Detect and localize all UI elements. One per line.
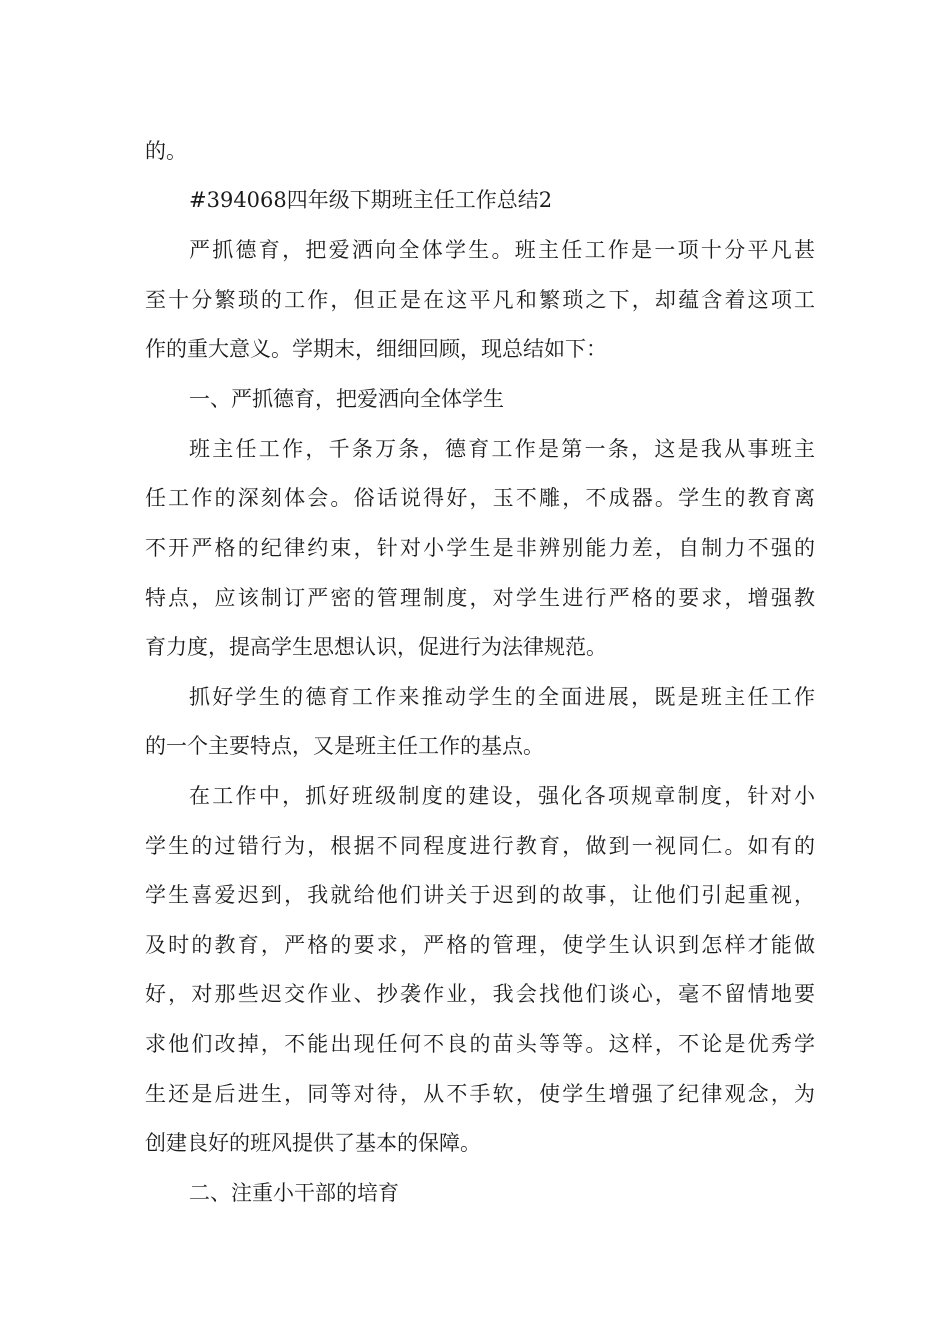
text-line: 的。 (145, 139, 187, 163)
section-heading: 二、注重小干部的培育 (189, 1181, 399, 1205)
section-heading: 一、严抓德育，把爱洒向全体学生 (189, 387, 504, 411)
text-line: 及时的教育，严格的要求，严格的管理，使学生认识到怎样才能做 (145, 933, 815, 957)
text-line: 在工作中，抓好班级制度的建设，强化各项规章制度，针对小 (189, 784, 815, 808)
text-line: 创建良好的班风提供了基本的保障。 (145, 1131, 481, 1155)
section-heading: #394068四年级下期班主任工作总结2 (189, 188, 553, 212)
text-line: 特点，应该制订严密的管理制度，对学生进行严格的要求，增强教 (145, 586, 815, 610)
text-line: 生还是后进生，同等对待，从不手软，使学生增强了纪律观念，为 (145, 1082, 815, 1106)
text-line: 至十分繁琐的工作，但正是在这平凡和繁琐之下，却蕴含着这项工 (145, 288, 815, 312)
text-line: 不开严格的纪律约束，针对小学生是非辨别能力差，自制力不强的 (145, 536, 815, 560)
text-line: 学生喜爱迟到，我就给他们讲关于迟到的故事，让他们引起重视， (145, 883, 815, 907)
text-line: 任工作的深刻体会。俗话说得好，玉不雕，不成器。学生的教育离 (145, 486, 815, 510)
text-line: 作的重大意义。学期末，细细回顾，现总结如下： (145, 337, 607, 361)
text-line: 班主任工作，千条万条，德育工作是第一条，这是我从事班主 (189, 437, 815, 461)
text-line: 好，对那些迟交作业、抄袭作业，我会找他们谈心，毫不留情地要 (145, 982, 815, 1006)
text-line: 学生的过错行为，根据不同程度进行教育，做到一视同仁。如有的 (145, 834, 815, 858)
text-line: 育力度，提高学生思想认识，促进行为法律规范。 (145, 635, 607, 659)
text-line: 严抓德育，把爱洒向全体学生。班主任工作是一项十分平凡甚 (189, 238, 815, 262)
text-line: 抓好学生的德育工作来推动学生的全面进展，既是班主任工作 (189, 685, 815, 709)
text-line: 求他们改掉，不能出现任何不良的苗头等等。这样，不论是优秀学 (145, 1032, 815, 1056)
text-line: 的一个主要特点，又是班主任工作的基点。 (145, 734, 544, 758)
